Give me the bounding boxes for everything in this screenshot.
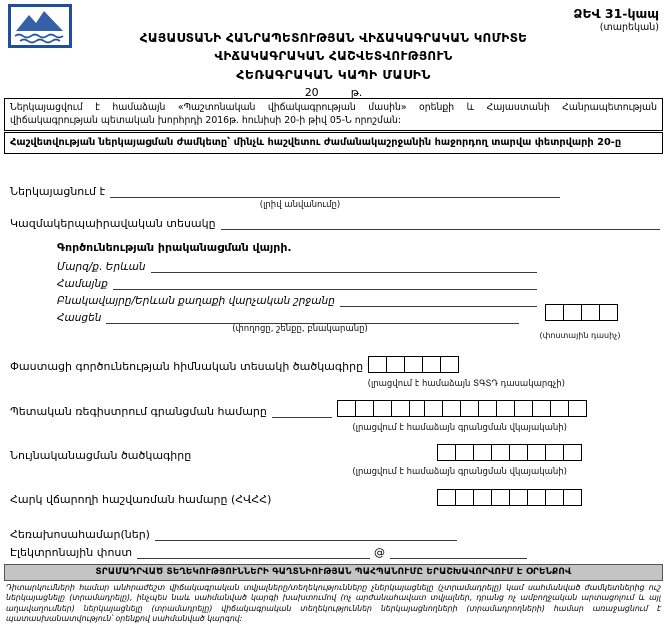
register-blank	[272, 404, 332, 418]
presented-by-blank	[110, 184, 560, 198]
address-hint: (փողոցը, շենքը, բնակարանը)	[232, 324, 368, 334]
year-suffix: թ.	[350, 86, 363, 99]
region-row	[57, 259, 537, 273]
form-periodicity: (տարեկան)	[599, 22, 659, 33]
postal-code-hint: (փոստային դասիչ)	[539, 331, 621, 340]
phone-row	[10, 527, 457, 541]
email-row	[10, 545, 527, 559]
register-hint: (լրացվում է համաձայն գրանցման վկայականի)	[352, 423, 567, 433]
phone-blank	[155, 527, 457, 541]
email-domain-blank	[390, 545, 527, 559]
idcode-label: Նույնականացման ծածկագիրը	[10, 449, 192, 462]
register-boxes-group1	[337, 400, 427, 417]
settlement-row	[57, 293, 537, 307]
activity-code-boxes	[368, 356, 458, 373]
report-type-title: ՎԻՃԱԿԱԳՐԱԿԱՆ ՀԱՇՎԵՏՎՈՒԹՅՈՒՆ	[214, 49, 453, 63]
phone-label: Հեռախոսահամար(ներ)	[10, 528, 150, 541]
form-code-block	[573, 6, 659, 33]
address-blank	[106, 310, 519, 324]
form-code: ՁԵՎ 31-կապ	[573, 6, 659, 21]
committee-title: ՀԱՅԱՍՏԱՆԻ ՀԱՆՐԱՊԵՏՈՒԹՅԱՆ ՎԻՃԱԿԱԳՐԱԿԱՆ ԿՈՄԻՏԵ	[139, 31, 528, 45]
email-at-sign: @	[374, 546, 385, 559]
legal-form-blank	[221, 216, 660, 230]
presented-by-label: Ներկայացնում է	[10, 185, 106, 198]
presented-by-hint: (լրիվ անվանումը)	[259, 200, 341, 210]
liability-footnote: Դիտարկումների համար անհրաժեշտ վիճակագրական տվյալները/տեղեկությունները չներկայացնելը (չտրամադրելը) կամ սահմանված ժամկետներից ուշ ներկայացնելը (տրամադրելը), ինչպես նաև սահմանված կարգի խախտումով (ոչ արժանահավատ տվյալներ, դրանց ոչ ամբողջական արտացոլում և այլ աղավաղումներ) ներկայացնելը (տրամադրելը) վիճակագրական տեղեկություններ ներկայացնողների (տրամադրողների) համար առաջացնում է պատասխանատվություն՝ օրենքով սահմանված կարգով:	[6, 583, 661, 623]
settlement-blank	[340, 293, 537, 307]
legal-basis-notice: Ներկայացվում է համաձայն «Պաշտոնական վիճակագրության մասին» օրենքի և Հայաստանի Հանրապետության վիճակագրության պետական խորհրդի 2016թ. հունիսի 20-ի թիվ 05-Ն որոշման:	[4, 98, 663, 131]
community-label: Համայնք	[57, 278, 108, 290]
legal-form-row	[10, 216, 660, 230]
register-label: Պետական ռեգիստրում գրանցման համարը	[10, 405, 267, 418]
idcode-hint: (լրացվում է համաձայն գրանցման վկայականի)	[352, 467, 567, 477]
idcode-boxes	[437, 444, 581, 461]
register-boxes-group2	[424, 400, 586, 417]
postal-code-boxes	[545, 304, 617, 321]
activity-location-header: Գործունեության իրականացման վայրի.	[57, 241, 292, 254]
report-subject-title: ՀԵՌԱԳՐԱԿԱՆ ԿԱՊԻ ՄԱՍԻՆ	[236, 67, 431, 82]
address-label: Հասցեն	[57, 312, 102, 324]
activity-code-hint: (լրացվում է համաձայն ՏԳՏԴ դասակարգչի)	[367, 379, 565, 389]
community-blank	[113, 276, 537, 290]
tin-label: Հարկ վճարողի հաշվառման համարը (ՀՎՀՀ)	[10, 493, 272, 506]
legal-form-label: Կազմակերպաիրավական տեսակը	[10, 217, 216, 230]
tin-boxes	[437, 489, 581, 506]
region-blank	[151, 259, 538, 273]
email-label: Էլեկտրոնային փոստ	[10, 546, 133, 559]
confidentiality-bar: ՏՐԱՄԱԴՐՎԱԾ ՏԵՂԵԿՈՒԹՅՈՒՆՆԵՐԻ ԳԱՂՏՆԻՈՒԹՅԱՆ ՊԱՀՊԱՆՈՒՄԸ ԵՐԱՇԽԱՎՈՐՎՈՒՄ Է ՕՐԵՆՔՈՎ	[4, 564, 663, 581]
deadline-notice: Հաշվետվության ներկայացման ժամկետը՝ մինչև հաշվետու ժամանակաշրջանին հաջորդող տարվա փետրվարի 20-ը	[4, 132, 663, 154]
community-row	[57, 276, 537, 290]
register-row	[10, 404, 332, 418]
address-row	[57, 310, 519, 324]
region-label: Մարզ/ք. Երևան	[57, 261, 146, 273]
presented-by-row	[10, 184, 560, 198]
email-local-blank	[137, 545, 370, 559]
activity-code-label: Փաստացի գործունեության հիմնական տեսակի ծածկագիրը	[10, 360, 364, 373]
settlement-label: Բնակավայրը/Երևան քաղաքի վարչական շրջանը	[57, 295, 335, 307]
year-prefix: 20	[304, 86, 319, 99]
